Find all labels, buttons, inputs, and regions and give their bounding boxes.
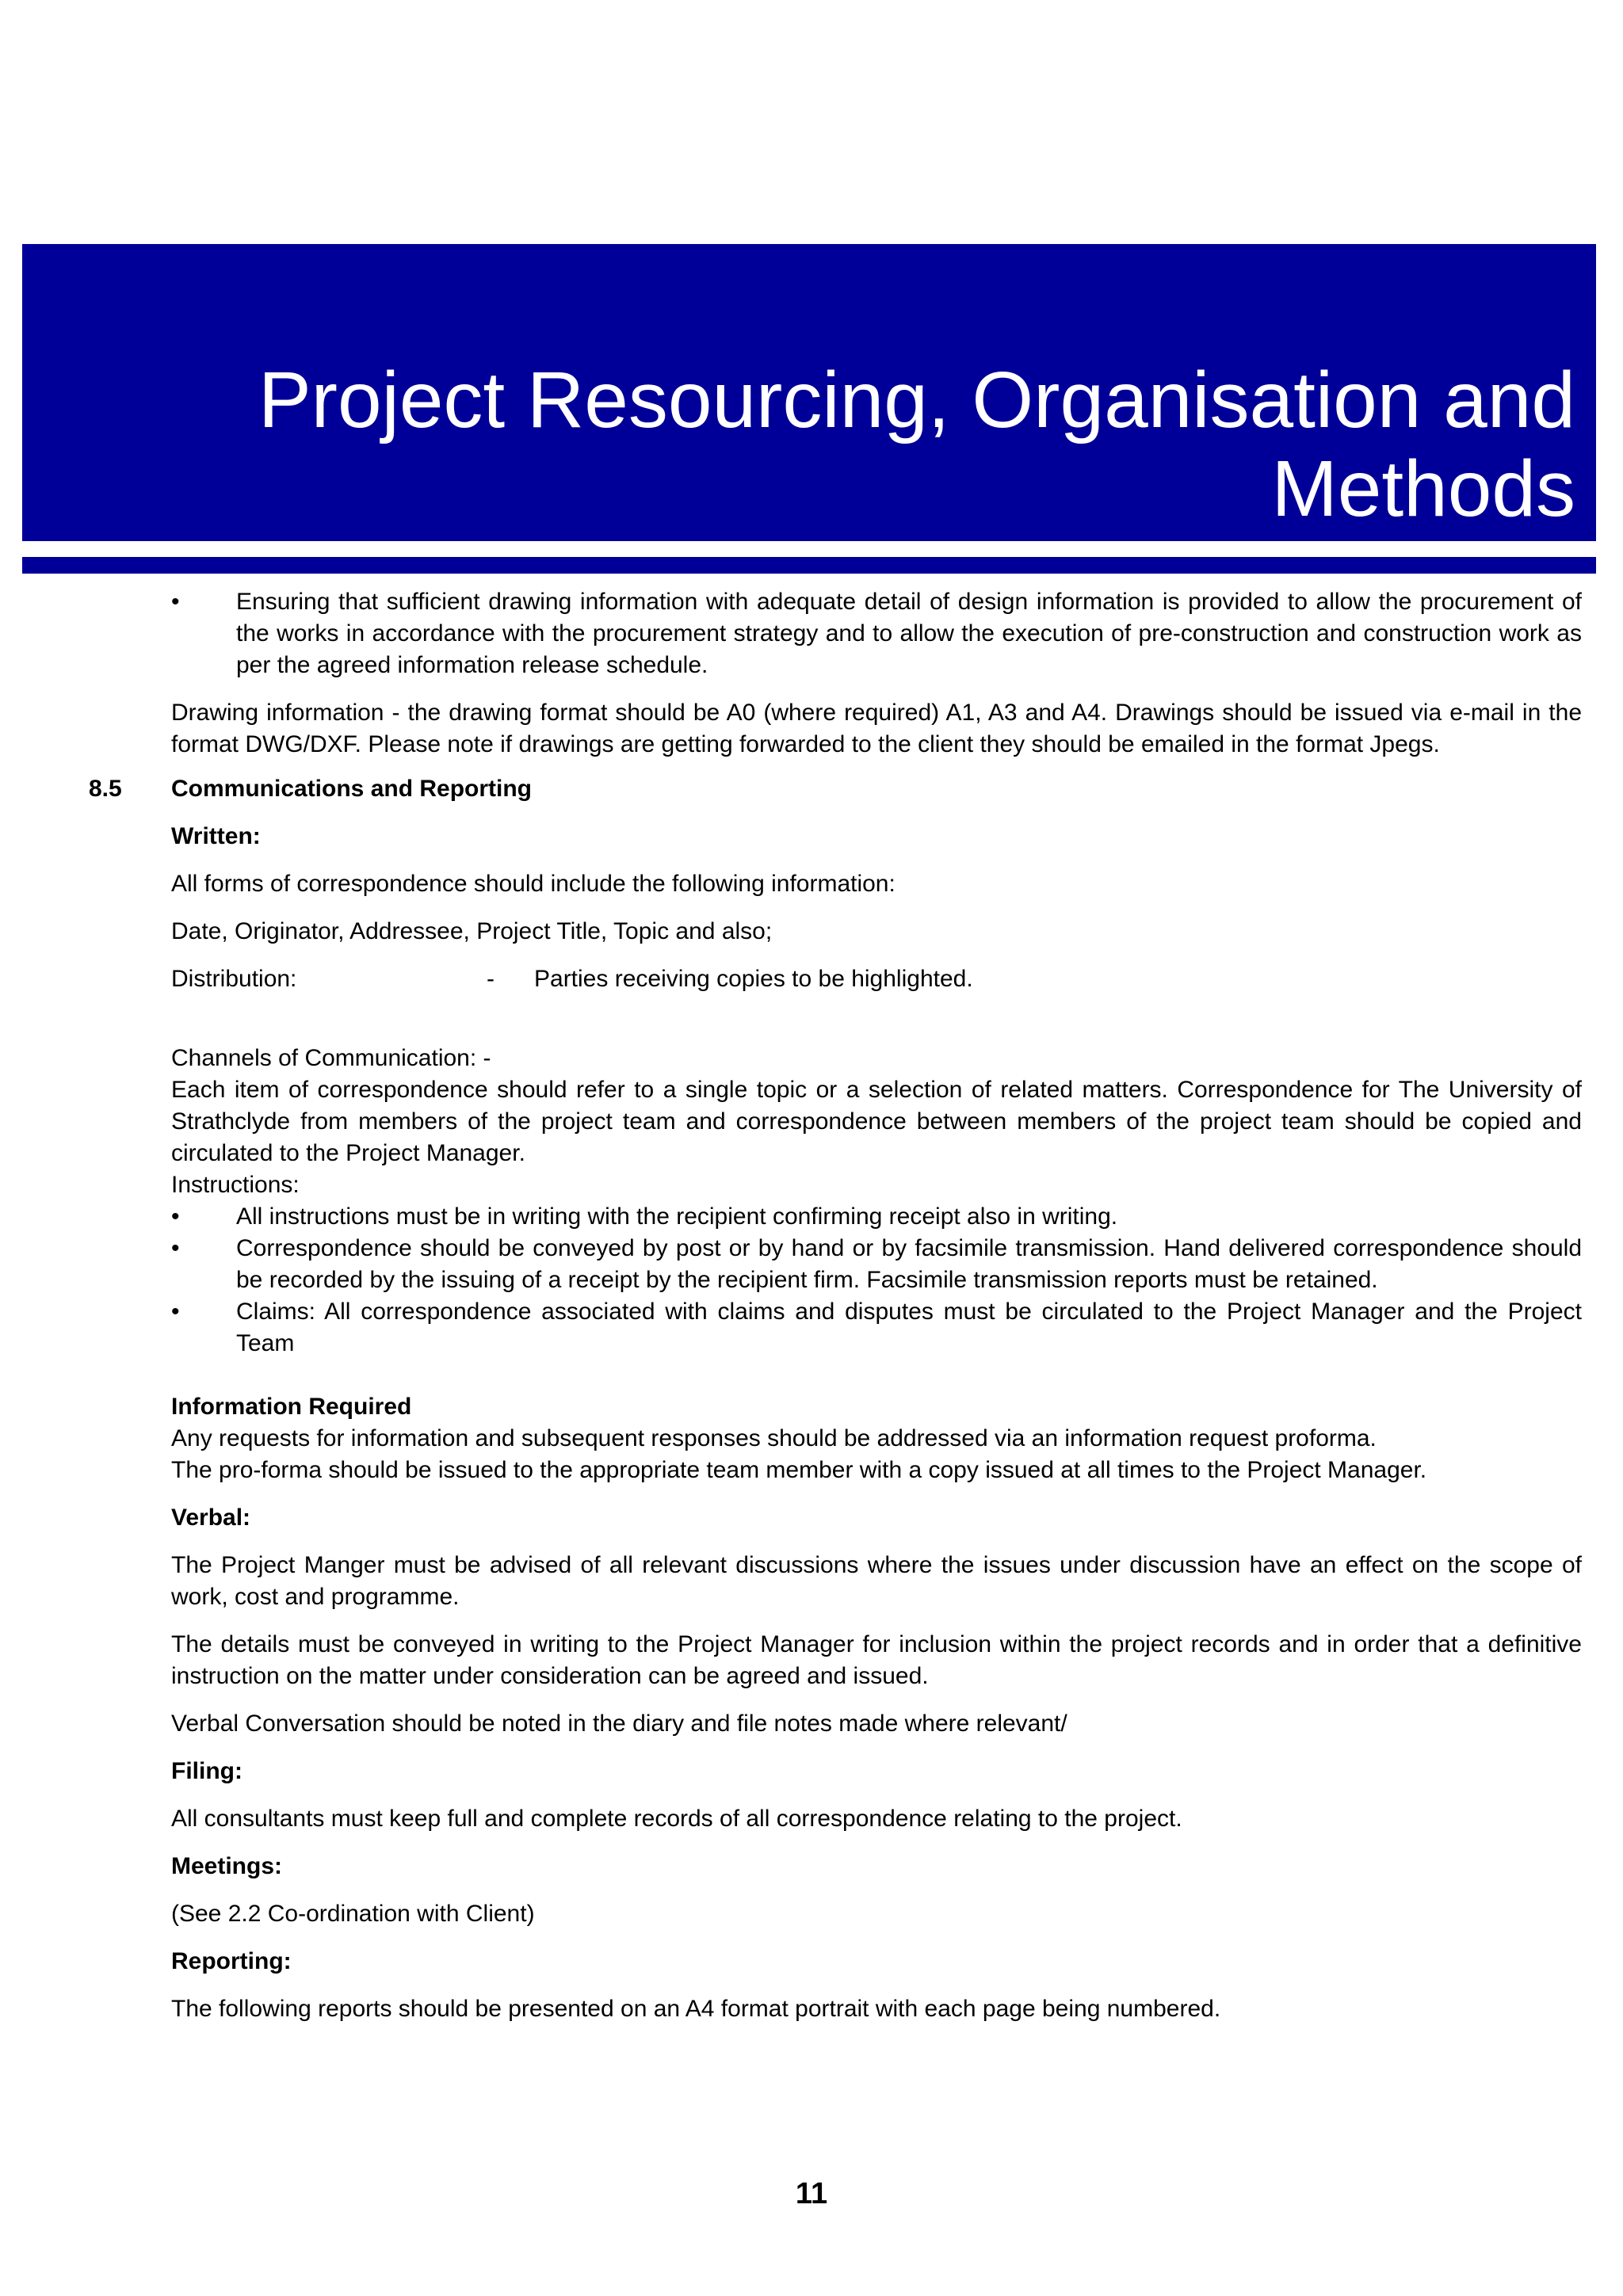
list-item-text: Ensuring that sufficient drawing information with adequate detail of design information is provided to allow the procurement of the works in accordance with the procurement strategy and to allow the execution of pre-construction and construction work as per the agreed information release schedule. [236,589,1582,678]
written-heading: Written: [171,823,261,849]
reporting-heading: Reporting: [171,1948,292,1974]
verbal-paragraph-1: The Project Manger must be advised of all relevant discussions where the issues under discussion have an effect on the scope of work, cost and programme. [171,1552,1582,1610]
verbal-paragraph-3: Verbal Conversation should be noted in the diary and file notes made where relevant/ [171,1711,1067,1737]
section-number: 8.5 [89,776,122,802]
list-item-text: Correspondence should be conveyed by post or by hand or by facsimile transmission. Hand delivered correspondence should be recorded by the issuing of a receipt by the recipient firm. Facsimile transmission reports must be retained. [236,1235,1582,1293]
info-required-heading: Information Required [171,1394,412,1420]
title-banner [22,244,1596,541]
distribution-dash: - [487,966,495,992]
list-item-text: Claims: All correspondence associated with claims and disputes must be circulated to the Project Manager and the Project Team [236,1299,1582,1356]
info-required-line1: Any requests for information and subsequent responses should be addressed via an information request proforma. [171,1425,1377,1451]
page-number: 11 [795,2177,828,2210]
channels-paragraph: Each item of correspondence should refer to a single topic or a selection of related matters. Correspondence for The University of Strathclyde from members of the project team and correspondence between members of the project team should be copied and circulated to the Project Manager. [171,1077,1582,1166]
list-item-text: All instructions must be in writing with the recipient confirming receipt also in writing. [236,1203,1118,1230]
reporting-paragraph: The following reports should be presented on an A4 format portrait with each page being numbered. [171,1996,1221,2022]
page-title: Project Resourcing, Organisation and Methods [258,356,1575,533]
list-item [171,1201,1582,1233]
verbal-heading: Verbal: [171,1505,251,1531]
meetings-heading: Meetings: [171,1853,283,1879]
meetings-paragraph: (See 2.2 Co-ordination with Client) [171,1901,535,1927]
channels-heading: Channels of Communication: - [171,1045,491,1071]
distribution-desc: Parties receiving copies to be highlighted. [534,966,973,992]
list-item [171,586,1582,681]
section-title: Communications and Reporting [171,776,533,802]
written-intro: All forms of correspondence should include the following information: [171,871,896,897]
distribution-row [171,963,1582,995]
bullet-icon: • [171,1235,180,1261]
filing-heading: Filing: [171,1758,242,1784]
instructions-heading: Instructions: [171,1172,300,1198]
document-body [89,586,1582,2025]
info-required-line2: The pro-forma should be issued to the appropriate team member with a copy issued at all times to the Project Manager. [171,1457,1427,1483]
verbal-paragraph-2: The details must be conveyed in writing to the Project Manager for inclusion within the project records and in order that a definitive instruction on the matter under consideration can be agreed and issued. [171,1631,1582,1689]
header-rule [22,557,1596,574]
filing-paragraph: All consultants must keep full and complete records of all correspondence relating to the project. [171,1806,1182,1832]
list-item [171,1233,1582,1296]
distribution-label: Distribution: [171,966,297,992]
bullet-icon: • [171,1203,180,1230]
bullet-icon: • [171,589,180,615]
drawing-info-paragraph: Drawing information - the drawing format should be A0 (where required) A1, A3 and A4. Drawings should be issued via e-mail in the format DWG/DXF. Please note if drawings are getting forwarded to the client they should be emailed in the format Jpegs. [171,700,1582,757]
section-heading [89,773,1582,805]
written-fields: Date, Originator, Addressee, Project Title, Topic and also; [171,918,773,944]
list-item [171,1296,1582,1360]
bullet-icon: • [171,1299,180,1325]
